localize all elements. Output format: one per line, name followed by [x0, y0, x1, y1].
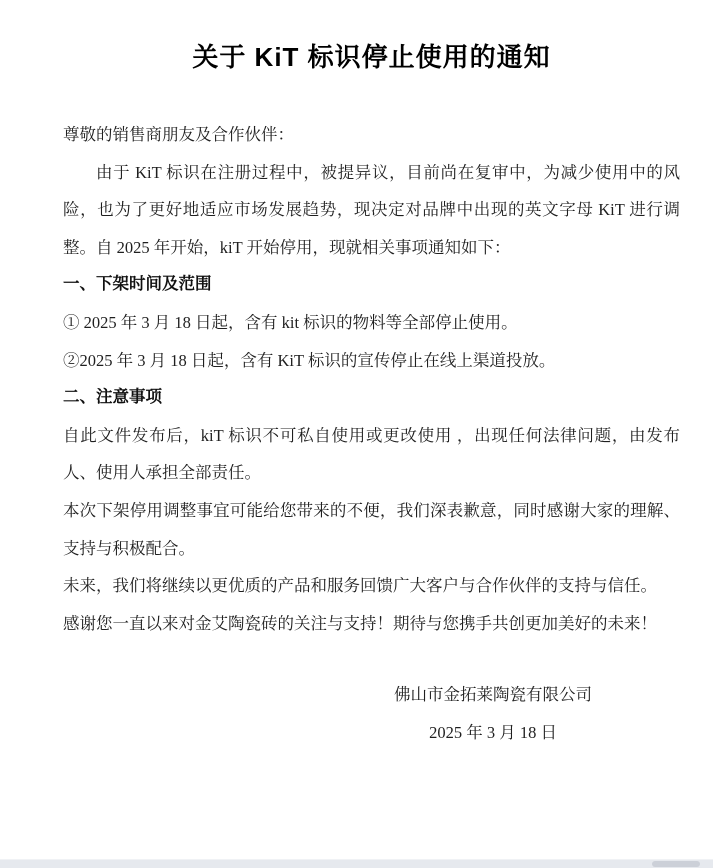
- section-2-paragraph-4: 感谢您一直以来对金艾陶瓷砖的关注与支持！期待与您携手共创更加美好的未来！: [63, 613, 657, 633]
- signature-company-name: 佛山市金拓莱陶瓷有限公司: [394, 685, 592, 705]
- signature-date: 2025 年 3 月 18 日: [429, 723, 557, 743]
- section-1-item-2: ②2025 年 3 月 18 日起，含有 KiT 标识的宣传停止在线上渠道投放。: [63, 350, 556, 370]
- section-1-item-1: ① 2025 年 3 月 18 日起，含有 kit 标识的物料等全部停止使用。: [63, 312, 518, 332]
- section-2-paragraph-2: 本次下架停用调整事宜可能给您带来的不便，我们深表歉意，同时感谢大家的理解、支持与积极配合。: [63, 500, 680, 558]
- horizontal-scrollbar-thumb[interactable]: [652, 861, 700, 867]
- section-2-heading: 二、注意事项: [63, 388, 162, 407]
- notice-title: 关于 KiT 标识停止使用的通知: [192, 42, 551, 72]
- section-1-heading: 一、下架时间及范围: [63, 275, 212, 294]
- notice-body: [63, 116, 680, 642]
- notice-document: [63, 40, 680, 752]
- greeting-line: 尊敬的销售商朋友及合作伙伴：: [63, 125, 294, 144]
- section-2-paragraph-3: 未来，我们将继续以更优质的产品和服务回馈广大客户与合作伙伴的支持与信任。: [63, 576, 657, 596]
- intro-paragraph: 由于 KiT 标识在注册过程中，被提异议，目前尚在复审中，为减少使用中的风险，也为了更好地适应市场发展趋势，现决定对品牌中出现的英文字母 KiT 进行调整。自 2025 年开始，kiT 开始停用，现就相关事项通知如下：: [63, 162, 680, 257]
- signature-block: [394, 676, 592, 752]
- section-2-paragraph-1: 自此文件发布后，kiT 标识不可私自使用或更改使用 ，出现任何法律问题，由发布人、使用人承担全部责任。: [63, 425, 680, 483]
- horizontal-scrollbar-track[interactable]: [0, 859, 713, 868]
